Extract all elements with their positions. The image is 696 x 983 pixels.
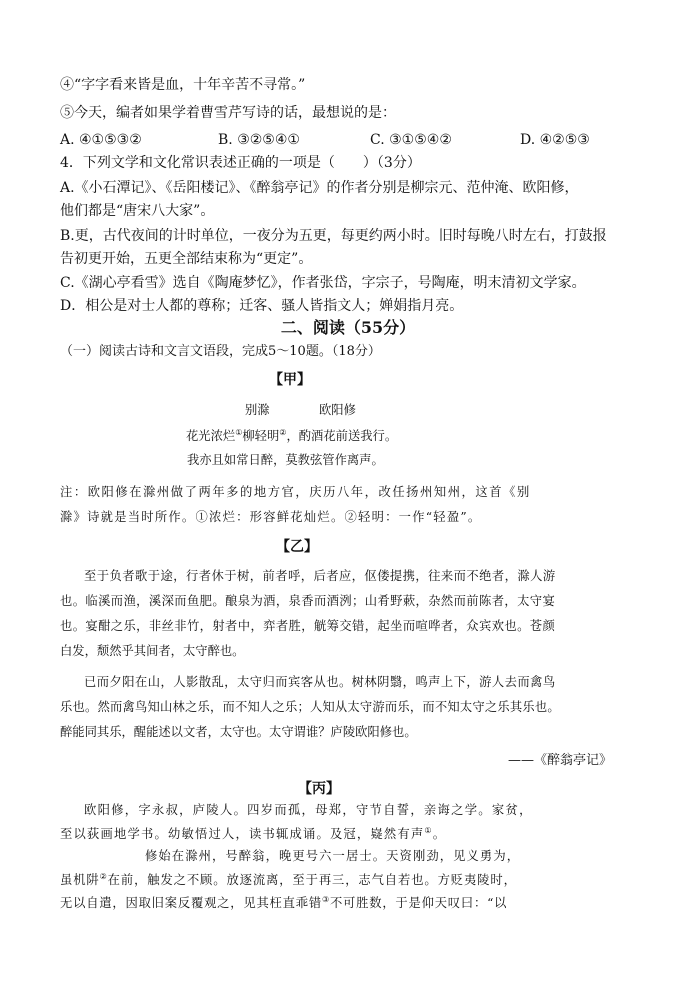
q4-option-b-line1: B.更，古代夜间的计时单位，一夜分为五更，每更约两小时。旧时每晚八时左右，打鼓报 — [60, 228, 607, 244]
footnote-marker: ② — [99, 872, 108, 881]
poem-author: 欧阳修 — [319, 403, 356, 417]
q4-option-b-line2: 告初更开始，五更全部结束称为“更定”。 — [60, 251, 313, 267]
q4-option-c: C.《湖心亭看雪》选自《陶庵梦忆》，作者张岱，字宗子，号陶庵，明末清初文学家。 — [60, 275, 586, 291]
section-intro: （一）阅读古诗和文言文语段，完成5～10题。（18分） — [60, 344, 381, 359]
yi-para2-line1: 已而夕阳在山，人影散乱，太守归而宾客从也。树林阴翳，鸣声上下，游人去而禽鸟 — [84, 675, 556, 689]
bing-para1-line1: 欧阳修，字永叔，庐陵人。四岁而孤，母郑，守节自誓，亲诲之学。家贫， — [84, 803, 533, 817]
q3-item-4: ④“字字看来皆是血，十年辛苦不寻常。” — [60, 77, 306, 93]
yi-para1-line3: 也。宴酣之乐，非丝非竹，射者中，弈者胜，觥筹交错，起坐而喧哗者，众宾欢也。苍颜 — [60, 619, 556, 633]
footnote-marker: ② — [279, 428, 287, 437]
q3-option-c: C. ③①⑤④② — [370, 132, 452, 148]
footnote-marker: ① — [424, 826, 433, 835]
q3-option-b: B. ③②⑤④① — [218, 132, 300, 148]
q4-option-a-line2: 他们都是“唐宋八大家”。 — [60, 203, 215, 219]
section-title: 二、阅读（55分） — [280, 318, 416, 337]
q3-option-a: A. ④①⑤③② — [60, 132, 142, 148]
yi-para1-line2: 也。临溪而渔，溪深而鱼肥。酿泉为酒，泉香而酒洌；山肴野蔌，杂然而前陈者，太守宴 — [60, 594, 556, 608]
passage-jia-label: 【甲】 — [269, 372, 311, 388]
poem-line-1: 花光浓烂①柳轻明②，酌酒花前送我行。 — [186, 428, 398, 444]
yi-para2-line2: 乐也。然而禽鸟知山林之乐，而不知人之乐；人知从太守游而乐，而不知太守之乐其乐也。 — [60, 700, 560, 714]
bing-para1-line2: 至以荻画地学书。幼敏悟过人，读书辄成诵。及冠，嶷然有声①。 — [60, 826, 447, 842]
q4-stem: 4．下列文学和文化常识表述正确的一项是（ ）（3分） — [60, 155, 421, 171]
passage-bing-label: 【丙】 — [298, 781, 340, 797]
bing-para2-line2: 虽机阱②在前，触发之不顾。放逐流离，至于再三，志气自若也。方贬夷陵时， — [60, 872, 517, 888]
footnote-marker: ③ — [321, 895, 330, 904]
q4-option-d: D．相公是对士人都的尊称；迁客、骚人皆指文人；婵娟指月亮。 — [60, 298, 464, 314]
poem-note-line2: 滁》诗就是当时所作。①浓烂：形容鲜花灿烂。②轻明：一作“轻盈”。 — [60, 510, 482, 524]
bing-para2-line1: 修始在滁州，号醉翁，晚更号六一居士。天资刚劲，见义勇为， — [145, 849, 521, 863]
poem-note-line1: 注：欧阳修在滁州做了两年多的地方官，庆历八年，改任扬州知州，这首《别 — [60, 485, 531, 499]
yi-para1-line1: 至于负者歌于途，行者休于树，前者呼，后者应，伛偻提携，往来而不绝者，滁人游 — [84, 569, 556, 583]
q4-option-a-line1: A.《小石潭记》、《岳阳楼记》、《醉翁亭记》的作者分别是柳宗元、范仲淹、欧阳修， — [60, 180, 579, 196]
yi-para2-line3: 醉能同其乐，醒能述以文者，太守也。太守谓谁？庐陵欧阳修也。 — [60, 725, 417, 739]
q3-item-5: ⑤今天，编者如果学着曹雪芹写诗的话，最想说的是： — [60, 105, 396, 121]
poem-title: 别滁 — [245, 403, 270, 417]
q3-option-d: D. ④②⑤③ — [520, 132, 590, 148]
yi-source: ——《醉翁亭记》 — [508, 753, 613, 768]
footnote-marker: ① — [235, 428, 243, 437]
bing-para2-line3: 无以自遣，因取旧案反覆观之，见其枉直乖错③不可胜数，于是仰天叹曰：“以 — [60, 895, 508, 911]
poem-line-2: 我亦且如常日醉，莫教弦管作离声。 — [187, 453, 384, 467]
yi-para1-line4: 白发，颓然乎其间者，太守醉也。 — [60, 644, 245, 658]
passage-yi-label: 【乙】 — [276, 539, 318, 555]
